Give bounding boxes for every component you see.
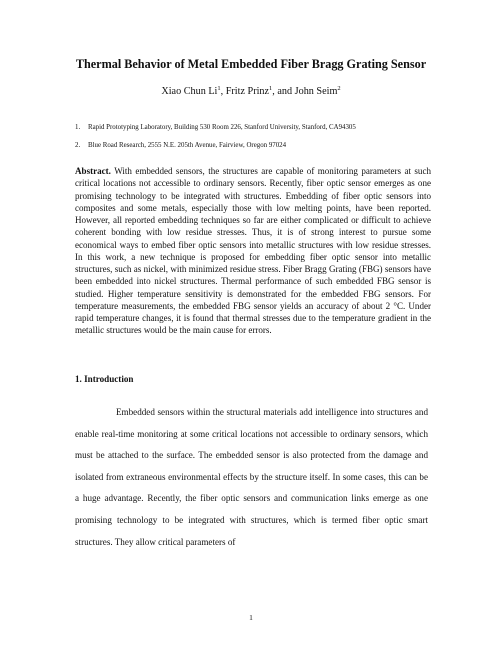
author-name: Fritz Prinz — [225, 86, 270, 97]
author-list — [0, 86, 502, 97]
abstract-text: With embedded sensors, the structures are capable of monitoring parameters at such critical locations not accessible to ordinary sensors. Recently, fiber optic sensor emerges as one promising technology to be integrated with structures. Embedding of fiber optic sensors into composites and some metals, especially those with low melting points, have been reported. However, all reported embedding techniques so far are either complicated or difficult to achieve coherent bonding with low residue stresses. Thus, it is of strong interest to pursue some economical ways to embed fiber optic sensors into metallic structures with low residue stresses. In this work, a new technique is proposed for embedding fiber optic sensor into metallic structures, such as nickel, with minimized residue stress. Fiber Bragg Grating (FBG) sensors have been embedded into nickel structures. Thermal performance of such embedded FBG sensor is studied. Higher temperature sensitivity is demonstrated for the embedded FBG sensors. For temperature measurements, the embedded FBG sensor yields an accuracy of about 2 °C. Under rapid temperature changes, it is found that thermal stresses due to the temperature gradient in the metallic structures would be the main cause for errors. — [75, 166, 431, 336]
author-name: Xiao Chun Li — [161, 86, 218, 97]
introduction-paragraph: Embedded sensors within the structural materials add intelligence into structures and enable real-time monitoring at some critical locations not accessible to ordinary sensors, which must be attached to the surface. The embedded sensor is also protected from the damage and isolated from extraneous environmental effects by the structure itself. In some cases, this can be a huge advantage. Recently, the fiber optic sensors and communication links emerge as one promising technology to be integrated with structures, which is termed fiber optic smart structures. They allow critical parameters of — [75, 407, 428, 547]
affiliation-text: Rapid Prototyping Laboratory, Building 530 Room 226, Stanford University, Stanford, CA94305 — [88, 124, 356, 131]
author-affiliation-mark: 1 — [217, 85, 221, 92]
author-separator: , — [220, 86, 226, 97]
affiliation-number: 1. — [75, 124, 81, 131]
section-heading: 1. Introduction — [75, 374, 134, 384]
abstract — [75, 165, 431, 337]
paper-title: Thermal Behavior of Metal Embedded Fiber Bragg Grating Sensor — [75, 57, 427, 71]
affiliation-text: Blue Road Research, 2555 N.E. 205th Avenue, Fairview, Oregon 97024 — [88, 142, 287, 149]
abstract-label: Abstract. — [75, 166, 111, 176]
affiliation-2 — [75, 142, 286, 149]
author-name: John Seim — [294, 86, 338, 97]
affiliation-number: 2. — [75, 142, 81, 149]
author-separator: , and — [272, 86, 295, 97]
affiliation-1 — [75, 124, 356, 131]
author-affiliation-mark: 2 — [337, 85, 341, 92]
page-number: 1 — [249, 613, 253, 622]
author-affiliation-mark: 1 — [269, 85, 273, 92]
